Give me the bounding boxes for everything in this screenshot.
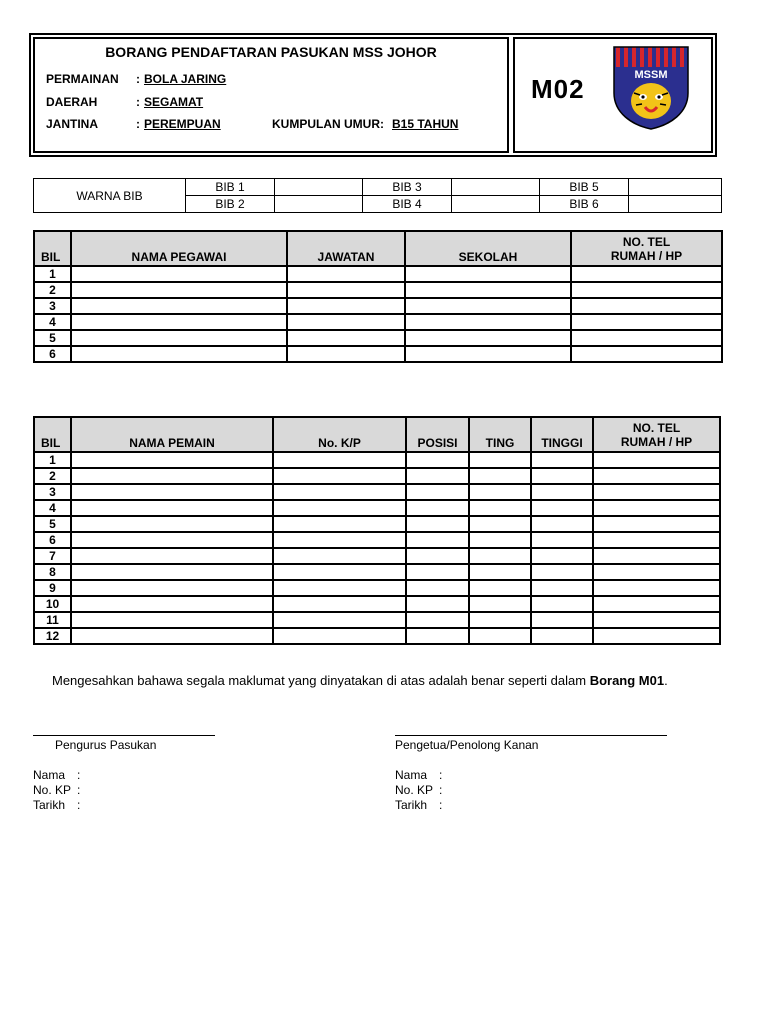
signature-fields-right bbox=[395, 768, 442, 813]
col-header-nama-pemain: NAMA PEMAIN bbox=[71, 417, 273, 452]
row-number: 5 bbox=[34, 516, 71, 532]
table-row bbox=[34, 484, 720, 500]
table-row bbox=[34, 282, 722, 298]
signature-line-right bbox=[395, 735, 667, 736]
table-row bbox=[34, 564, 720, 580]
entry-cell[interactable] bbox=[571, 314, 722, 330]
field-colon: : bbox=[77, 768, 81, 782]
row-number: 11 bbox=[34, 612, 71, 628]
field-colon: : bbox=[77, 783, 81, 797]
entry-cell[interactable] bbox=[593, 596, 720, 612]
entry-cell[interactable] bbox=[406, 548, 469, 564]
entry-cell[interactable] bbox=[469, 532, 531, 548]
jantina-label: JANTINA bbox=[46, 117, 99, 131]
table-row bbox=[34, 452, 720, 468]
entry-cell[interactable] bbox=[71, 500, 273, 516]
table-row bbox=[34, 500, 720, 516]
declaration-end: . bbox=[664, 673, 668, 688]
table-row bbox=[34, 628, 720, 644]
warna-bib-label: WARNA BIB bbox=[34, 179, 186, 213]
row-number: 3 bbox=[34, 298, 71, 314]
entry-cell[interactable] bbox=[406, 452, 469, 468]
entry-cell[interactable] bbox=[405, 330, 571, 346]
signature-fields-left bbox=[33, 768, 80, 813]
row-number: 1 bbox=[34, 452, 71, 468]
entry-cell[interactable] bbox=[406, 532, 469, 548]
entry-cell[interactable] bbox=[469, 596, 531, 612]
bib-color-cell[interactable] bbox=[629, 196, 722, 213]
entry-cell[interactable] bbox=[405, 298, 571, 314]
table-row bbox=[34, 596, 720, 612]
no-tel-line: NO. TEL bbox=[632, 420, 681, 435]
bib-color-cell[interactable] bbox=[275, 179, 363, 196]
table-row bbox=[34, 612, 720, 628]
entry-cell[interactable] bbox=[273, 564, 406, 580]
signature-line-left bbox=[33, 735, 215, 736]
rumah-hp-line: RUMAH / HP bbox=[610, 248, 683, 263]
entry-cell[interactable] bbox=[71, 282, 287, 298]
entry-cell[interactable] bbox=[531, 532, 593, 548]
entry-cell[interactable] bbox=[593, 612, 720, 628]
table-row bbox=[34, 548, 720, 564]
entry-cell[interactable] bbox=[71, 484, 273, 500]
bib-label: BIB 2 bbox=[186, 196, 275, 213]
entry-cell[interactable] bbox=[273, 532, 406, 548]
entry-cell[interactable] bbox=[406, 628, 469, 644]
entry-cell[interactable] bbox=[571, 298, 722, 314]
entry-cell[interactable] bbox=[593, 564, 720, 580]
row-number: 4 bbox=[34, 314, 71, 330]
bib-label: BIB 1 bbox=[186, 179, 275, 196]
bib-color-cell[interactable] bbox=[452, 179, 540, 196]
bib-color-cell[interactable] bbox=[452, 196, 540, 213]
field-row bbox=[395, 783, 442, 798]
row-number: 2 bbox=[34, 282, 71, 298]
entry-cell[interactable] bbox=[469, 580, 531, 596]
entry-cell[interactable] bbox=[469, 628, 531, 644]
entry-cell[interactable] bbox=[71, 298, 287, 314]
field-label: Nama bbox=[395, 768, 428, 782]
officers-table bbox=[33, 230, 723, 363]
entry-cell[interactable] bbox=[593, 452, 720, 468]
kumpulan-umur-value: B15 TAHUN bbox=[392, 117, 459, 131]
col-header-bil: BIL bbox=[34, 417, 71, 452]
entry-cell[interactable] bbox=[71, 580, 273, 596]
entry-cell[interactable] bbox=[593, 532, 720, 548]
entry-cell[interactable] bbox=[273, 452, 406, 468]
entry-cell[interactable] bbox=[469, 516, 531, 532]
signature-title-right: Pengetua/Penolong Kanan bbox=[395, 738, 539, 752]
entry-cell[interactable] bbox=[406, 500, 469, 516]
field-label: Tarikh bbox=[33, 798, 66, 812]
field-label: Tarikh bbox=[395, 798, 428, 812]
daerah-label: DAERAH bbox=[46, 95, 98, 109]
field-label: No. KP bbox=[33, 783, 72, 797]
entry-cell[interactable] bbox=[531, 468, 593, 484]
entry-cell[interactable] bbox=[593, 548, 720, 564]
row-number: 5 bbox=[34, 330, 71, 346]
entry-cell[interactable] bbox=[531, 596, 593, 612]
flag-stripes bbox=[616, 45, 684, 67]
entry-cell[interactable] bbox=[571, 330, 722, 346]
entry-cell[interactable] bbox=[71, 468, 273, 484]
logo-text: MSSM bbox=[634, 69, 668, 81]
entry-cell[interactable] bbox=[406, 484, 469, 500]
entry-cell[interactable] bbox=[593, 484, 720, 500]
colon: : bbox=[136, 95, 140, 109]
field-colon: : bbox=[439, 798, 443, 812]
field-row bbox=[395, 798, 442, 813]
table-row bbox=[34, 532, 720, 548]
bib-label: BIB 6 bbox=[540, 196, 629, 213]
field-row bbox=[33, 783, 80, 798]
entry-cell[interactable] bbox=[71, 612, 273, 628]
mssm-logo bbox=[612, 45, 690, 131]
entry-cell[interactable] bbox=[273, 516, 406, 532]
entry-cell[interactable] bbox=[273, 468, 406, 484]
entry-cell[interactable] bbox=[469, 612, 531, 628]
colon: : bbox=[136, 72, 140, 86]
entry-cell[interactable] bbox=[287, 282, 405, 298]
table-row bbox=[34, 314, 722, 330]
bib-label: BIB 5 bbox=[540, 179, 629, 196]
entry-cell[interactable] bbox=[287, 346, 405, 362]
entry-cell[interactable] bbox=[71, 564, 273, 580]
rumah-hp-line: RUMAH / HP bbox=[620, 434, 693, 449]
table-row bbox=[34, 468, 720, 484]
entry-cell[interactable] bbox=[405, 266, 571, 282]
entry-cell[interactable] bbox=[273, 612, 406, 628]
entry-cell[interactable] bbox=[71, 314, 287, 330]
field-colon: : bbox=[77, 798, 81, 812]
entry-cell[interactable] bbox=[469, 500, 531, 516]
entry-cell[interactable] bbox=[531, 548, 593, 564]
entry-cell[interactable] bbox=[531, 564, 593, 580]
entry-cell[interactable] bbox=[593, 516, 720, 532]
entry-cell[interactable] bbox=[406, 580, 469, 596]
form-title: BORANG PENDAFTARAN PASUKAN MSS JOHOR bbox=[105, 44, 437, 60]
col-header-tinggi: TINGGI bbox=[531, 417, 593, 452]
entry-cell[interactable] bbox=[469, 564, 531, 580]
declaration bbox=[52, 673, 668, 688]
entry-cell[interactable] bbox=[531, 452, 593, 468]
colon: : bbox=[136, 117, 140, 131]
entry-cell[interactable] bbox=[273, 580, 406, 596]
declaration-form-ref: Borang M01 bbox=[589, 673, 665, 688]
row-number: 12 bbox=[34, 628, 71, 644]
field-label: No. KP bbox=[395, 783, 434, 797]
field-colon: : bbox=[439, 783, 443, 797]
entry-cell[interactable] bbox=[406, 468, 469, 484]
declaration-text: Mengesahkan bahawa segala maklumat yang dinyatakan di atas adalah benar seperti dalam bbox=[52, 673, 590, 688]
tiger-face-icon bbox=[631, 83, 671, 119]
entry-cell[interactable] bbox=[531, 580, 593, 596]
entry-cell[interactable] bbox=[71, 548, 273, 564]
row-number: 9 bbox=[34, 580, 71, 596]
form-code: M02 bbox=[531, 74, 585, 104]
permainan-value: BOLA JARING bbox=[144, 72, 227, 86]
col-header-ting: TING bbox=[469, 417, 531, 452]
entry-cell[interactable] bbox=[593, 580, 720, 596]
jantina-value: PEREMPUAN bbox=[144, 117, 221, 131]
entry-cell[interactable] bbox=[593, 468, 720, 484]
entry-cell[interactable] bbox=[531, 612, 593, 628]
entry-cell[interactable] bbox=[531, 628, 593, 644]
entry-cell[interactable] bbox=[406, 564, 469, 580]
field-colon: : bbox=[439, 768, 443, 782]
entry-cell[interactable] bbox=[273, 500, 406, 516]
table-row bbox=[34, 298, 722, 314]
row-number: 2 bbox=[34, 468, 71, 484]
entry-cell[interactable] bbox=[469, 468, 531, 484]
table-row bbox=[34, 266, 722, 282]
row-number: 7 bbox=[34, 548, 71, 564]
bib-label: BIB 4 bbox=[363, 196, 452, 213]
entry-cell[interactable] bbox=[287, 266, 405, 282]
entry-cell[interactable] bbox=[571, 346, 722, 362]
entry-cell[interactable] bbox=[71, 516, 273, 532]
entry-cell[interactable] bbox=[273, 484, 406, 500]
entry-cell[interactable] bbox=[273, 596, 406, 612]
entry-cell[interactable] bbox=[469, 452, 531, 468]
entry-cell[interactable] bbox=[71, 346, 287, 362]
col-header-jawatan: JAWATAN bbox=[287, 231, 405, 266]
permainan-label: PERMAINAN bbox=[46, 72, 119, 86]
entry-cell[interactable] bbox=[593, 628, 720, 644]
col-header-no-kp: No. K/P bbox=[273, 417, 406, 452]
field-row bbox=[33, 798, 80, 813]
entry-cell[interactable] bbox=[273, 628, 406, 644]
row-number: 4 bbox=[34, 500, 71, 516]
entry-cell[interactable] bbox=[405, 346, 571, 362]
row-number: 1 bbox=[34, 266, 71, 282]
entry-cell[interactable] bbox=[71, 330, 287, 346]
bib-label: BIB 3 bbox=[363, 179, 452, 196]
row-number: 3 bbox=[34, 484, 71, 500]
entry-cell[interactable] bbox=[71, 596, 273, 612]
col-header-bil: BIL bbox=[34, 231, 71, 266]
entry-cell[interactable] bbox=[571, 266, 722, 282]
entry-cell[interactable] bbox=[571, 282, 722, 298]
field-label: Nama bbox=[33, 768, 66, 782]
col-header-no-tel bbox=[593, 417, 720, 452]
entry-cell[interactable] bbox=[71, 628, 273, 644]
entry-cell[interactable] bbox=[469, 484, 531, 500]
table-row bbox=[34, 330, 722, 346]
entry-cell[interactable] bbox=[406, 612, 469, 628]
entry-cell[interactable] bbox=[469, 548, 531, 564]
entry-cell[interactable] bbox=[531, 500, 593, 516]
table-row bbox=[34, 580, 720, 596]
entry-cell[interactable] bbox=[406, 516, 469, 532]
daerah-value: SEGAMAT bbox=[144, 95, 204, 109]
entry-cell[interactable] bbox=[71, 266, 287, 282]
signature-title-left: Pengurus Pasukan bbox=[55, 738, 157, 752]
no-tel-line: NO. TEL bbox=[622, 234, 671, 249]
entry-cell[interactable] bbox=[593, 500, 720, 516]
col-header-nama-pegawai: NAMA PEGAWAI bbox=[71, 231, 287, 266]
row-number: 6 bbox=[34, 532, 71, 548]
entry-cell[interactable] bbox=[531, 484, 593, 500]
field-row bbox=[395, 768, 442, 783]
entry-cell[interactable] bbox=[287, 298, 405, 314]
players-table bbox=[33, 416, 721, 645]
field-row bbox=[33, 768, 80, 783]
bib-table bbox=[33, 178, 722, 213]
entry-cell[interactable] bbox=[405, 282, 571, 298]
row-number: 6 bbox=[34, 346, 71, 362]
entry-cell[interactable] bbox=[273, 548, 406, 564]
entry-cell[interactable] bbox=[287, 330, 405, 346]
col-header-sekolah: SEKOLAH bbox=[405, 231, 571, 266]
entry-cell[interactable] bbox=[71, 452, 273, 468]
col-header-no-tel bbox=[571, 231, 722, 266]
bib-color-cell[interactable] bbox=[275, 196, 363, 213]
bib-color-cell[interactable] bbox=[629, 179, 722, 196]
entry-cell[interactable] bbox=[406, 596, 469, 612]
entry-cell[interactable] bbox=[531, 516, 593, 532]
entry-cell[interactable] bbox=[71, 532, 273, 548]
col-header-posisi: POSISI bbox=[406, 417, 469, 452]
row-number: 8 bbox=[34, 564, 71, 580]
entry-cell[interactable] bbox=[287, 314, 405, 330]
kumpulan-umur-label: KUMPULAN UMUR: bbox=[272, 117, 384, 131]
table-row bbox=[34, 346, 722, 362]
row-number: 10 bbox=[34, 596, 71, 612]
entry-cell[interactable] bbox=[405, 314, 571, 330]
table-row bbox=[34, 516, 720, 532]
